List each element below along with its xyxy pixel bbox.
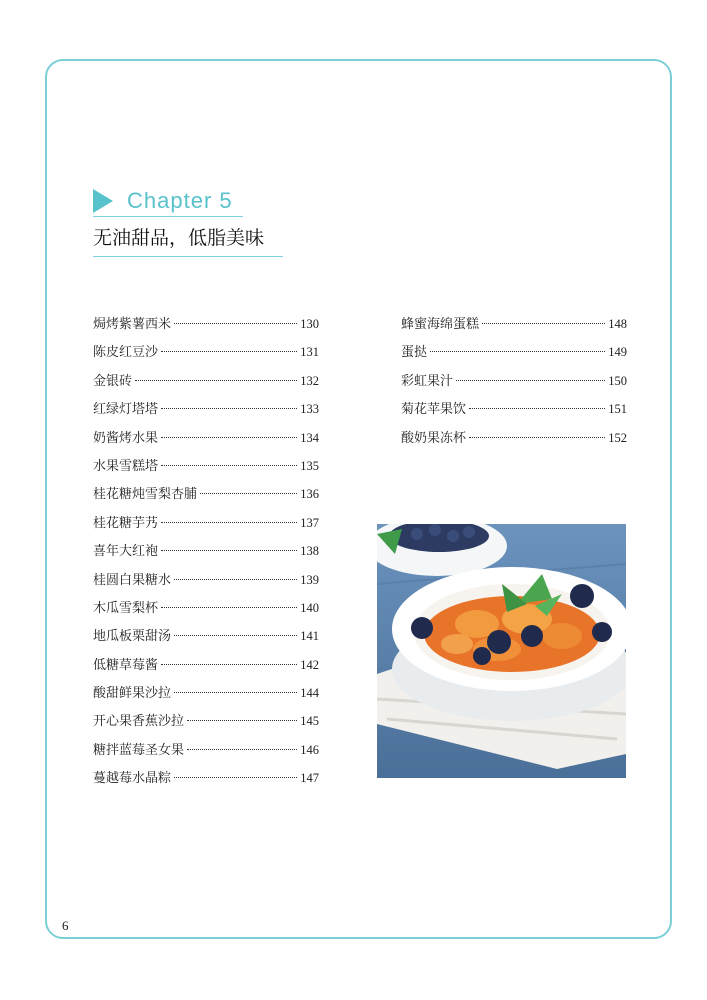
toc-leader-dots (174, 777, 297, 778)
dessert-photo (377, 524, 626, 778)
toc-entry-page: 149 (608, 345, 627, 360)
toc-entry-page: 145 (300, 714, 319, 729)
toc-leader-dots (200, 493, 297, 494)
toc-leader-dots (469, 408, 605, 409)
toc-entry-page: 146 (300, 742, 319, 757)
toc-entry-title: 酸甜鲜果沙拉 (93, 686, 172, 702)
toc-entry-title: 蛋挞 (401, 345, 428, 361)
toc-entry (93, 371, 319, 399)
toc-leader-dots (174, 323, 297, 324)
toc-entry-page: 148 (608, 317, 627, 331)
toc-entry-title: 蜂蜜海绵蛋糕 (401, 317, 480, 332)
toc-entry-page: 151 (608, 402, 627, 417)
toc-entry-title: 彩虹果汁 (401, 373, 454, 389)
toc-leader-dots (161, 351, 297, 352)
toc-entry-title: 焗烤紫薯西米 (93, 317, 172, 332)
toc-entry-title: 喜年大红袍 (93, 544, 159, 560)
toc-entry (93, 484, 319, 512)
toc-entry (93, 513, 319, 541)
toc-entry-page: 142 (300, 657, 319, 672)
toc-leader-dots (174, 635, 297, 636)
toc-entry (93, 598, 319, 626)
toc-entry-page: 141 (300, 629, 319, 644)
toc-entry-page: 135 (300, 458, 319, 473)
toc-right-column (401, 314, 627, 456)
chapter-label: Chapter 5 (127, 188, 233, 213)
toc-entry (93, 314, 319, 342)
toc-entry-title: 开心果香蕉沙拉 (93, 714, 185, 730)
toc-leader-dots (469, 437, 605, 438)
toc-leader-dots (161, 664, 297, 665)
toc-entry-page: 132 (300, 373, 319, 388)
toc-leader-dots (161, 550, 297, 551)
toc-leader-dots (482, 323, 605, 324)
toc-leader-dots (430, 351, 605, 352)
toc-entry (93, 570, 319, 598)
toc-entry-title: 木瓜雪梨杯 (93, 600, 159, 616)
toc-entry-page: 140 (300, 600, 319, 615)
toc-entry (93, 683, 319, 711)
toc-entry-page: 147 (300, 771, 319, 786)
toc-entry-page: 130 (300, 317, 319, 331)
toc-entry-page: 144 (300, 686, 319, 701)
chapter-heading (93, 188, 283, 257)
toc-entry-title: 红绿灯塔塔 (93, 402, 159, 418)
toc-entry-title: 低糖草莓酱 (93, 657, 159, 673)
play-arrow-icon (93, 189, 113, 213)
toc-leader-dots (161, 437, 297, 438)
toc-leader-dots (161, 607, 297, 608)
page-number: 6 (62, 918, 69, 933)
toc-leader-dots (174, 579, 297, 580)
toc-entry (93, 655, 319, 683)
toc-entry-title: 奶酱烤水果 (93, 430, 159, 446)
toc-entry (93, 342, 319, 370)
toc-leader-dots (187, 720, 297, 721)
toc-entry (93, 768, 319, 796)
toc-entry-page: 139 (300, 572, 319, 587)
toc-entry-page: 138 (300, 544, 319, 559)
toc-entry (93, 456, 319, 484)
toc-entry-title: 桂花糖芋艿 (93, 515, 159, 531)
toc-leader-dots (456, 380, 605, 381)
toc-entry (93, 740, 319, 768)
toc-leader-dots (161, 465, 297, 466)
toc-entry-title: 地瓜板栗甜汤 (93, 629, 172, 645)
toc-entry-page: 133 (300, 402, 319, 417)
toc-leader-dots (174, 692, 297, 693)
toc-leader-dots (161, 522, 297, 523)
toc-entry (93, 711, 319, 739)
toc-entry-page: 150 (608, 373, 627, 388)
toc-entry (93, 399, 319, 427)
toc-left-column (93, 314, 319, 797)
fruit-bowl-image (377, 524, 626, 778)
toc-entry-page: 136 (300, 487, 319, 502)
toc-leader-dots (161, 408, 297, 409)
toc-leader-dots (187, 749, 297, 750)
toc-entry (93, 541, 319, 569)
toc-entry (93, 428, 319, 456)
toc-entry-title: 糖拌蓝莓圣女果 (93, 742, 185, 758)
toc-entry-title: 金银砖 (93, 373, 133, 389)
toc-entry-title: 蔓越莓水晶粽 (93, 771, 172, 787)
toc-entry-title: 菊花苹果饮 (401, 402, 467, 418)
chapter-label-row (93, 188, 243, 217)
toc-leader-dots (135, 380, 297, 381)
toc-entry-title: 陈皮红豆沙 (93, 345, 159, 361)
toc-entry (93, 626, 319, 654)
toc-entry-page: 137 (300, 515, 319, 530)
toc-entry-page: 131 (300, 345, 319, 360)
toc-entry-title: 桂圆白果糖水 (93, 572, 172, 588)
toc-entry-page: 134 (300, 430, 319, 445)
toc-entry (401, 428, 627, 456)
toc-entry (401, 371, 627, 399)
toc-entry-page: 152 (608, 430, 627, 445)
toc-entry (401, 342, 627, 370)
toc-entry (401, 314, 627, 342)
chapter-title: 无油甜品，低脂美味 (93, 223, 283, 257)
toc-entry-title: 桂花糖炖雪梨杏脯 (93, 487, 198, 503)
toc-entry-title: 水果雪糕塔 (93, 458, 159, 474)
toc-entry (401, 399, 627, 427)
toc-entry-title: 酸奶果冻杯 (401, 430, 467, 446)
